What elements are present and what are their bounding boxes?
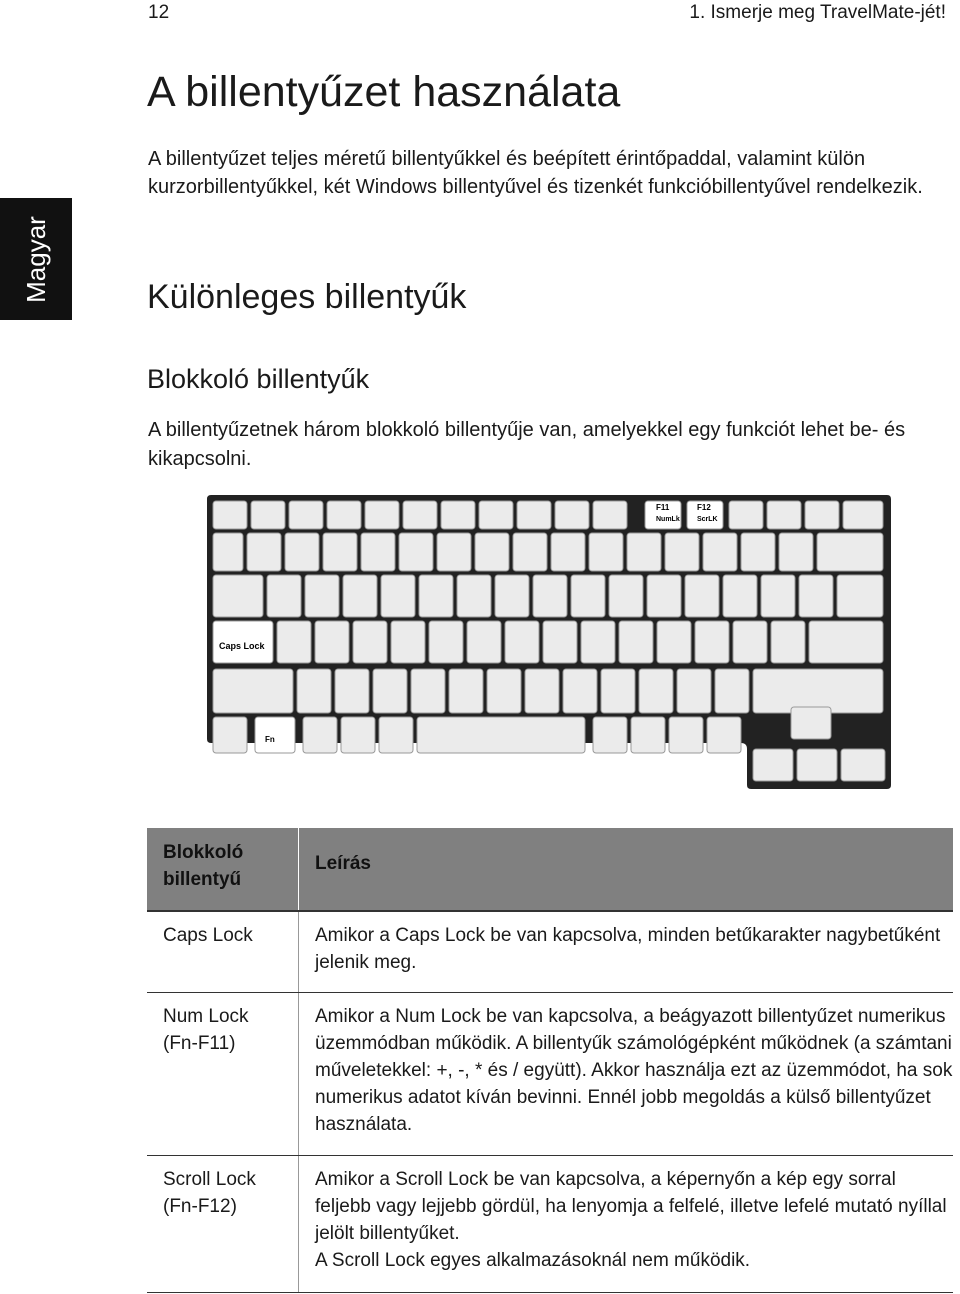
keyboard-key	[601, 669, 635, 713]
keyboard-key	[723, 575, 757, 617]
keyboard-key	[797, 749, 837, 781]
keyboard-key	[457, 575, 491, 617]
keyboard-key	[627, 533, 661, 571]
table-header-key: Blokkoló billentyű	[147, 828, 299, 910]
keyboard-key	[761, 575, 795, 617]
table-cell-description-note: A Scroll Lock egyes alkalmazásoknál nem működik.	[315, 1250, 751, 1271]
keyboard-key	[543, 621, 577, 663]
keyboard-key	[419, 575, 453, 617]
lock-keys-table	[147, 828, 953, 1293]
keyboard-key	[733, 621, 767, 663]
table-cell-description: Amikor a Num Lock be van kapcsolva, a beágyazott billentyűzet numerikus üzemmódban működik. A billentyűk számológépként működnek (a számtani műveletekkel: +, -, * és / együtt). Akkor használja ezt az üzemmódot, ha sok numerikus adatot kíván bevinni. Ennél jobb megoldás a külső billentyűzet használata.	[315, 1006, 953, 1135]
keyboard-key	[285, 533, 319, 571]
table-row	[147, 993, 953, 1156]
keyboard-key	[267, 575, 301, 617]
keyboard-key	[843, 501, 883, 529]
keyboard-key	[753, 749, 793, 781]
keyboard-key	[297, 669, 331, 713]
keyboard-key	[571, 575, 605, 617]
table-row	[147, 912, 953, 993]
keyboard-key	[555, 501, 589, 529]
keyboard-key	[213, 669, 293, 713]
keyboard-key	[533, 575, 567, 617]
keyboard-key	[429, 621, 463, 663]
keyboard-key	[391, 621, 425, 663]
keyboard-illustration	[205, 493, 893, 791]
keyboard-key	[305, 575, 339, 617]
keyboard-key	[381, 575, 415, 617]
keyboard-key	[399, 533, 433, 571]
f12-key-sublabel: ScrLK	[697, 516, 718, 523]
section-title: Különleges billentyűk	[147, 278, 467, 316]
keyboard-key	[805, 501, 839, 529]
keyboard-key	[479, 501, 513, 529]
keyboard-key	[665, 533, 699, 571]
table-row	[147, 1156, 953, 1293]
table-cell-description-line: Amikor a Scroll Lock be van kapcsolva, a képernyőn a kép egy sorral feljebb vagy lejjebb gördül, ha lenyomja a felfelé, illetve lefelé mutató nyíllal jelölt billentyűket.	[315, 1169, 947, 1244]
caps-lock-key-label: Caps Lock	[219, 641, 265, 651]
keyboard-key	[343, 575, 377, 617]
f12-key-label: F12	[697, 503, 711, 512]
table-cell-description: Amikor a Caps Lock be van kapcsolva, minden betűkarakter nagybetűként jelenik meg.	[315, 925, 941, 973]
keyboard-key	[255, 717, 295, 753]
language-tab-label: Magyar	[20, 215, 51, 303]
keyboard-key	[753, 669, 883, 713]
keyboard-key	[563, 669, 597, 713]
keyboard-key	[403, 501, 437, 529]
keyboard-key	[593, 501, 627, 529]
keyboard-key	[677, 669, 711, 713]
keyboard-key	[647, 575, 681, 617]
table-cell-description	[299, 1156, 953, 1292]
page-title: A billentyűzet használata	[147, 68, 621, 116]
keyboard-key	[703, 533, 737, 571]
keyboard-key	[315, 621, 349, 663]
keyboard-key	[277, 621, 311, 663]
keyboard-key	[841, 749, 885, 781]
keyboard-key	[767, 501, 801, 529]
keyboard-key	[593, 717, 627, 753]
keyboard-key	[525, 669, 559, 713]
keyboard-key	[303, 717, 337, 753]
keyboard-key	[373, 669, 407, 713]
keyboard-key	[361, 533, 395, 571]
language-tab	[0, 198, 72, 320]
keyboard-key	[809, 621, 883, 663]
keyboard-key	[213, 501, 247, 529]
table-cell-key: Scroll Lock (Fn-F12)	[147, 1156, 299, 1292]
keyboard-key	[513, 533, 547, 571]
keyboard-key	[213, 533, 243, 571]
keyboard-key	[487, 669, 521, 713]
keyboard-key	[495, 575, 529, 617]
keyboard-key	[335, 669, 369, 713]
keyboard-key	[695, 621, 729, 663]
keyboard-key	[467, 621, 501, 663]
keyboard-key	[379, 717, 413, 753]
keyboard-key	[353, 621, 387, 663]
keyboard-key	[631, 717, 665, 753]
keyboard-key	[411, 669, 445, 713]
keyboard-key	[729, 501, 763, 529]
keyboard-key	[685, 575, 719, 617]
keyboard-key	[417, 717, 585, 753]
table-cell-key: Num Lock (Fn-F11)	[147, 993, 299, 1155]
table-cell-key: Caps Lock	[147, 912, 299, 992]
fn-key-label: Fn	[265, 735, 275, 744]
subsection-text: A billentyűzetnek három blokkoló billentyűje van, amelyekkel egy funkciót lehet be- és kikapcsolni.	[148, 419, 906, 470]
table-header-description: Leírás	[315, 853, 371, 874]
f11-key-sublabel: NumLk	[656, 516, 680, 523]
keyboard-key	[365, 501, 399, 529]
keyboard-key	[589, 533, 623, 571]
keyboard-key	[251, 501, 285, 529]
keyboard-key	[517, 501, 551, 529]
keyboard-key	[475, 533, 509, 571]
page-number: 12	[148, 2, 170, 23]
keyboard-key	[639, 669, 673, 713]
keyboard-key	[817, 533, 883, 571]
keyboard-key	[715, 669, 749, 713]
keyboard-key	[289, 501, 323, 529]
keyboard-key	[791, 707, 831, 739]
keyboard-key	[323, 533, 357, 571]
keyboard-key	[619, 621, 653, 663]
keyboard-key	[213, 575, 263, 617]
keyboard-key	[657, 621, 691, 663]
keyboard-key	[441, 501, 475, 529]
keyboard-key	[449, 669, 483, 713]
keyboard-key	[669, 717, 703, 753]
keyboard-key	[581, 621, 615, 663]
keyboard-key	[213, 717, 247, 753]
keyboard-key	[551, 533, 585, 571]
keyboard-key	[247, 533, 281, 571]
table-header	[147, 828, 953, 912]
f11-key-label: F11	[656, 503, 670, 512]
intro-paragraph: A billentyűzet teljes méretű billentyűkkel és beépített érintőpaddal, valamint külön kurzorbillentyűkkel, két Windows billentyűvel és tizenkét funkcióbillentyűvel rendelkezik.	[148, 148, 923, 198]
keyboard-key	[771, 621, 805, 663]
keyboard-key	[505, 621, 539, 663]
keyboard-key	[707, 717, 741, 753]
keyboard-key	[327, 501, 361, 529]
keyboard-key	[437, 533, 471, 571]
keyboard-key	[609, 575, 643, 617]
subsection-title: Blokkoló billentyűk	[147, 364, 370, 394]
running-header: 1. Ismerje meg TravelMate-jét!	[689, 2, 946, 23]
keyboard-key	[341, 717, 375, 753]
keyboard-key	[799, 575, 833, 617]
keyboard-key	[779, 533, 813, 571]
keyboard-key	[741, 533, 775, 571]
keyboard-key	[837, 575, 883, 617]
